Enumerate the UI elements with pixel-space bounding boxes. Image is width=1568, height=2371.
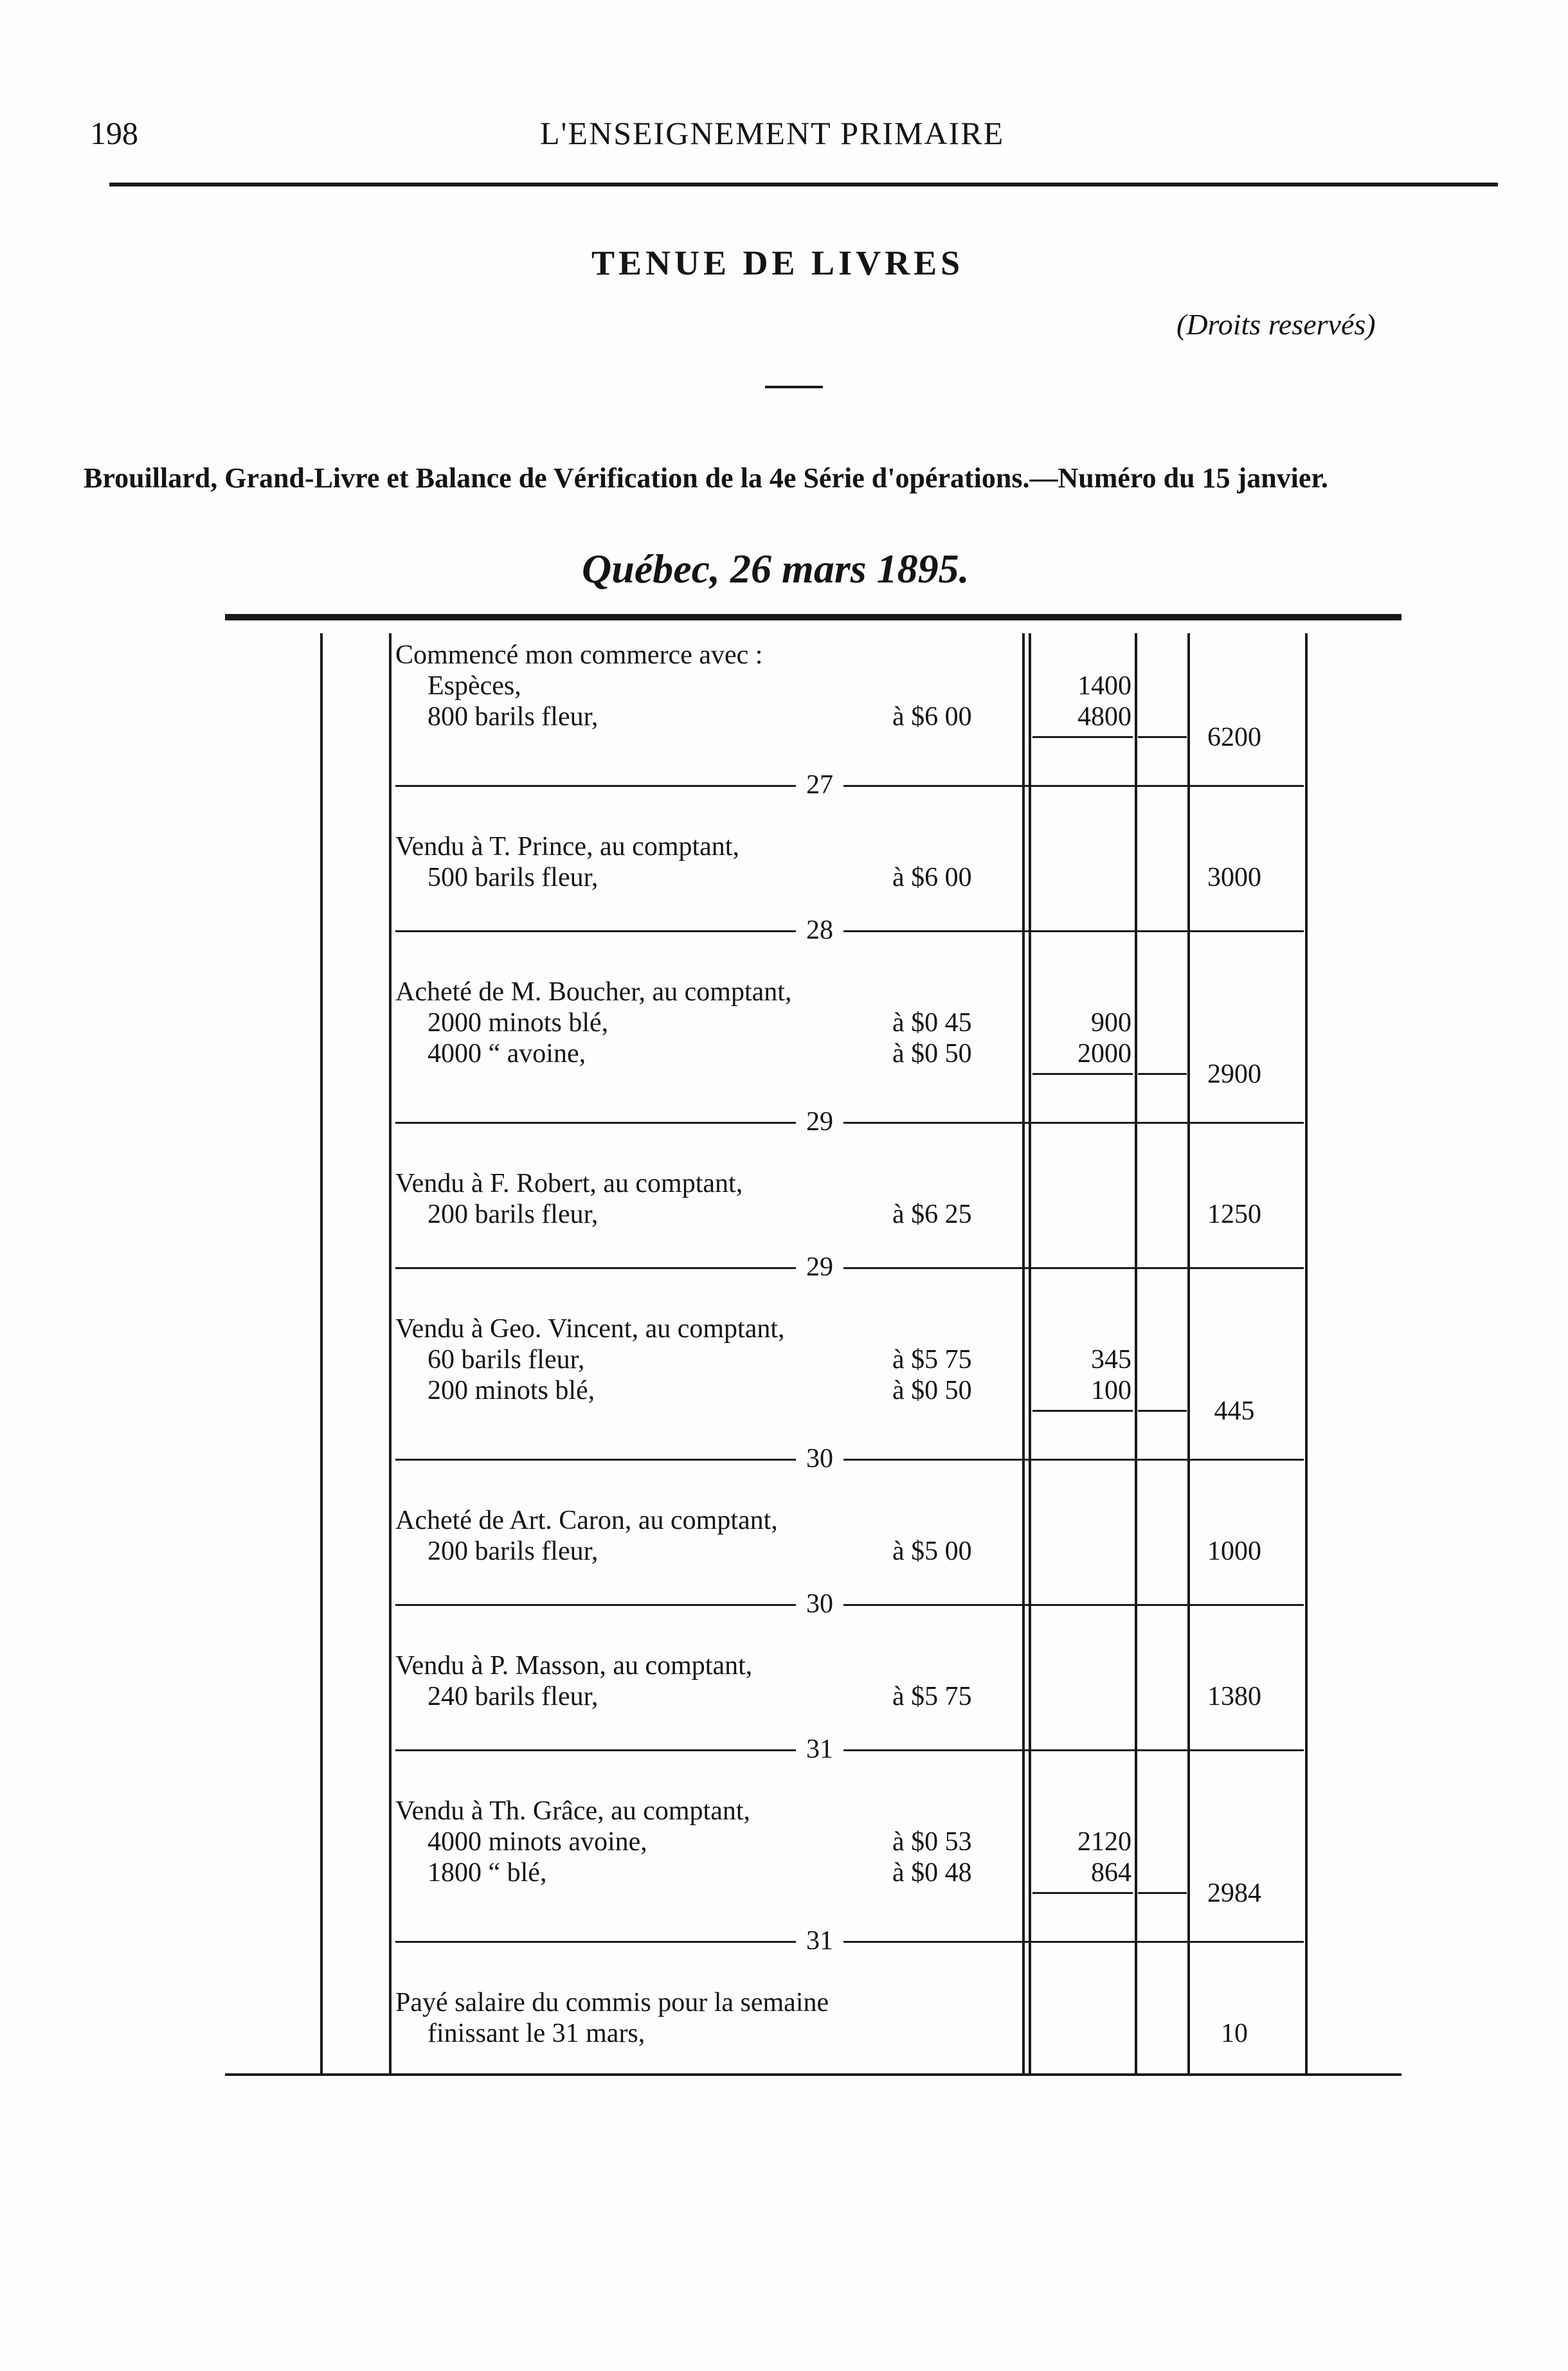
unit-price: à $6 25 [892, 1200, 972, 1229]
line-amount: 100 [1091, 1376, 1131, 1405]
section-title: TENUE DE LIVRES [591, 244, 964, 282]
line-amount: 4800 [1077, 702, 1131, 732]
running-title: L'ENSEIGNEMENT PRIMAIRE [540, 115, 1005, 151]
date-separator [395, 1252, 1244, 1284]
unit-price: à $6 00 [892, 702, 972, 732]
entry-total: 2900 [1207, 1059, 1261, 1089]
separator-date: 29 [796, 1107, 843, 1137]
rights-notice: (Droits reservés) [1176, 308, 1376, 341]
entry-item: 200 barils fleur, [428, 1537, 599, 1566]
entry-item: 2000 minots blé, [428, 1008, 609, 1038]
line-amount: 900 [1091, 1008, 1131, 1038]
subtotal-rule [1138, 1892, 1187, 1894]
entry-total: 6200 [1207, 723, 1261, 752]
line-amount: 345 [1091, 1345, 1131, 1375]
ledger-table [225, 614, 1401, 2080]
separator-date: 30 [796, 1589, 843, 1619]
separator-date: 31 [796, 1926, 843, 1956]
date-separator [395, 1589, 1244, 1621]
unit-price: à $0 53 [892, 1827, 972, 1857]
line-amount: 864 [1091, 1858, 1131, 1888]
date-separator [395, 770, 1244, 802]
unit-price: à $0 50 [892, 1039, 972, 1068]
entry-description: Vendu à T. Prince, au comptant, [395, 832, 739, 861]
separator-date: 30 [796, 1444, 843, 1474]
entry-description: Acheté de M. Boucher, au comptant, [395, 977, 792, 1007]
date-separator [395, 1106, 1244, 1139]
right-col-line [1305, 633, 1308, 2073]
entry-total: 2984 [1207, 1879, 1261, 1908]
subtotal-rule [1032, 736, 1133, 738]
entry-item: finissant le 31 mars, [428, 2019, 645, 2048]
unit-price: à $5 00 [892, 1537, 972, 1566]
entry-total: 3000 [1207, 863, 1261, 892]
entry-description: Payé salaire du commis pour la semaine [395, 1988, 829, 2017]
date-separator [395, 1443, 1244, 1475]
date-separator [395, 915, 1244, 947]
line-amount: 2120 [1077, 1827, 1131, 1857]
entry-description: Vendu à F. Robert, au comptant, [395, 1169, 743, 1198]
subtotal-rule [1138, 1410, 1187, 1412]
separator-date: 31 [796, 1735, 843, 1764]
subtotal-rule [1032, 1410, 1133, 1412]
entry-item: 200 barils fleur, [428, 1200, 599, 1229]
subtotal-rule [1032, 1892, 1133, 1894]
date-separator [395, 1925, 1244, 1958]
dateline: Québec, 26 mars 1895. [582, 546, 969, 591]
debit-col-line-double [1029, 633, 1031, 2073]
credit-col-line [1135, 633, 1137, 2073]
ledger-top-rule [225, 614, 1401, 620]
entry-item: 4000 minots avoine, [428, 1827, 647, 1857]
separator-date: 28 [796, 915, 843, 945]
margin-line-right [389, 633, 392, 2073]
unit-price: à $0 45 [892, 1008, 972, 1038]
entry-item: 500 barils fleur, [428, 863, 599, 892]
date-separator [395, 1734, 1244, 1766]
unit-price: à $5 75 [892, 1682, 972, 1711]
header-rule [109, 183, 1498, 186]
subtotal-rule [1138, 1073, 1187, 1075]
page-number: 198 [90, 115, 138, 151]
entry-total: 10 [1221, 2019, 1248, 2048]
unit-price: à $0 48 [892, 1858, 972, 1888]
entry-item: 4000 “ avoine, [428, 1039, 586, 1068]
entry-item: 800 barils fleur, [428, 702, 599, 732]
entry-item: 240 barils fleur, [428, 1682, 599, 1711]
entry-total: 445 [1214, 1396, 1255, 1426]
line-amount: 1400 [1077, 671, 1131, 701]
subtotal-rule [1138, 736, 1187, 738]
entry-description: Vendu à Geo. Vincent, au comptant, [395, 1314, 785, 1344]
entry-total: 1250 [1207, 1200, 1261, 1229]
unit-price: à $0 50 [892, 1376, 972, 1405]
entry-total: 1380 [1207, 1682, 1261, 1711]
entry-description: Commencé mon commerce avec : [395, 640, 763, 670]
ledger-bottom-rule [225, 2073, 1401, 2076]
entry-description: Acheté de Art. Caron, au comptant, [395, 1506, 778, 1535]
entry-description: Vendu à P. Masson, au comptant, [395, 1651, 753, 1681]
separator-date: 27 [796, 770, 843, 800]
intro-paragraph: Brouillard, Grand-Livre et Balance de Vérification de la 4e Série d'opérations.—Numéro du 15 janvier. [84, 462, 1328, 494]
total-col-line [1187, 633, 1190, 2073]
debit-col-line [1022, 633, 1025, 2073]
separator-date: 29 [796, 1252, 843, 1282]
subtotal-rule [1032, 1073, 1133, 1075]
entry-item: 200 minots blé, [428, 1376, 595, 1405]
title-rule [765, 386, 823, 388]
entry-item: 60 barils fleur, [428, 1345, 585, 1375]
entry-item: 1800 “ blé, [428, 1858, 547, 1888]
unit-price: à $6 00 [892, 863, 972, 892]
unit-price: à $5 75 [892, 1345, 972, 1375]
line-amount: 2000 [1077, 1039, 1131, 1068]
entry-item: Espèces, [428, 671, 521, 701]
entry-total: 1000 [1207, 1537, 1261, 1566]
entry-description: Vendu à Th. Grâce, au comptant, [395, 1796, 751, 1826]
margin-line-left [320, 633, 323, 2073]
